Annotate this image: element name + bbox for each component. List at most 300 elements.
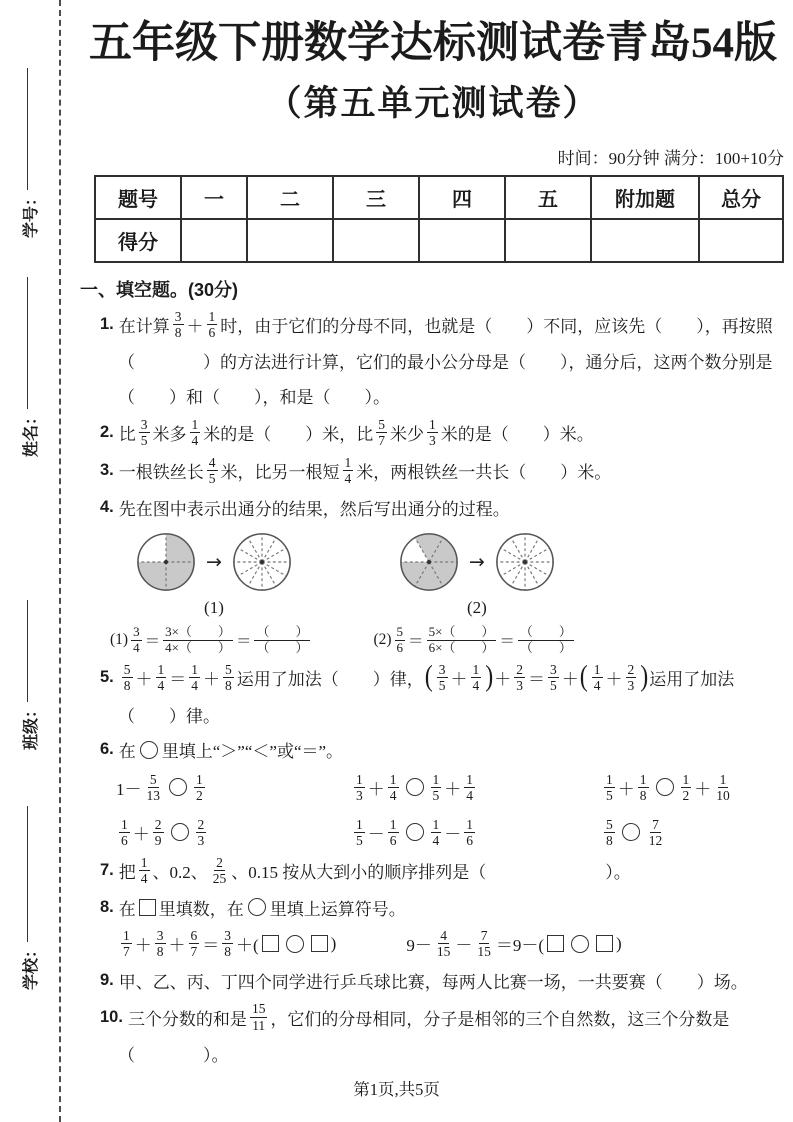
fraction [437, 662, 448, 693]
question-text: － [444, 824, 462, 844]
fraction [638, 772, 649, 803]
comparison-expression [116, 772, 351, 803]
fraction-denominator: 7 [190, 944, 198, 960]
question-text: (1) [110, 631, 129, 649]
fraction-denominator: 8 [174, 324, 182, 340]
fraction [223, 662, 234, 693]
fill-number-box-blank [139, 899, 156, 916]
fraction-denominator: 12 [648, 832, 663, 848]
score-empty-cell [699, 219, 783, 262]
question-text: 米少 [390, 424, 425, 444]
class-field [16, 600, 42, 750]
comparison-circle-blank [169, 778, 187, 796]
score-table-score-row [95, 219, 783, 262]
fraction-numerator: 1 [389, 771, 397, 787]
fraction-denominator: 5 [140, 432, 148, 448]
fraction-denominator: 8 [639, 787, 647, 803]
fraction [435, 928, 453, 959]
question-text: ＋ [450, 670, 468, 690]
fraction-denominator: 8 [225, 678, 232, 694]
fraction-denominator: 6 [466, 832, 473, 848]
fraction [122, 662, 133, 693]
fraction [250, 1001, 268, 1032]
comparison-circle-blank [286, 935, 304, 953]
score-table-header-cell: 四 [419, 176, 505, 219]
fraction [354, 772, 365, 803]
fraction-denominator: 11 [252, 1017, 266, 1033]
question-text: 米，两根铁丝一共长（ ）米。 [356, 463, 612, 483]
fraction-denominator: 5 [550, 678, 557, 694]
comparison-circle-blank [622, 823, 640, 841]
fraction-pie-6-parts [398, 531, 460, 593]
fraction-denominator: 9 [154, 832, 162, 848]
fill-number-box-blank [547, 935, 564, 952]
fraction [354, 817, 365, 848]
paper-title: 五年级下册数学达标测试卷青岛54版 [89, 20, 777, 67]
question-number: 5. [100, 668, 114, 687]
fraction-denominator: 8 [123, 678, 131, 694]
question-text: 一根铁丝长 [118, 463, 204, 483]
sidebar-write-line [27, 68, 28, 190]
sidebar-write-line [27, 600, 28, 702]
fraction-denominator: 4 [593, 678, 601, 694]
fraction [156, 662, 167, 693]
comparison-circle-blank [571, 935, 589, 953]
score-empty-cell [333, 219, 419, 262]
fraction [431, 817, 442, 848]
fraction-numerator: 1 [157, 662, 165, 678]
fraction-denominator: 4 [191, 678, 199, 694]
fraction [514, 662, 525, 693]
question-line [80, 855, 786, 886]
question-number: 1. [100, 314, 114, 333]
fraction-numerator: 6 [190, 928, 198, 944]
pie-pair-label: (1) [204, 598, 224, 618]
fraction-denominator: 8 [156, 944, 164, 960]
score-label-cell: 得分 [95, 219, 181, 262]
score-empty-cell [419, 219, 505, 262]
sidebar-dashed-divider [59, 0, 61, 1122]
question-text: 在计算 [118, 316, 170, 336]
fraction [714, 772, 732, 803]
question-text: ＋ [203, 670, 221, 690]
fraction-numerator: 3 [174, 308, 182, 324]
fraction-denominator: 6×（ ） [428, 639, 495, 655]
question-text: （ ）律。 [118, 707, 220, 727]
fraction-diagrams-row [135, 531, 786, 618]
question-text: ＋ [494, 670, 512, 690]
question-text: ＝ [202, 936, 220, 956]
fraction-numerator: 1 [432, 816, 440, 832]
fraction-denominator: 6 [396, 639, 404, 655]
question-line [80, 347, 786, 375]
question-text: 比 [118, 424, 136, 444]
fraction-denominator: 2 [196, 787, 203, 803]
question-text: ＝ [235, 633, 252, 651]
fraction [153, 817, 164, 848]
fraction-numerator: 3 [438, 662, 446, 678]
question-number: 6. [100, 740, 114, 759]
spacer [336, 943, 406, 944]
fraction-numerator: 15 [251, 1001, 266, 1017]
question-number: 2. [100, 422, 114, 441]
fraction-numerator: 3×（ ） [165, 624, 231, 640]
spacer [313, 640, 373, 641]
question-line [80, 1001, 786, 1032]
fraction-denominator: 4 [466, 787, 473, 803]
fraction-numerator: 5×（ ） [428, 624, 495, 640]
fraction-denominator: 8 [606, 832, 613, 848]
question-line [80, 382, 786, 410]
fraction [388, 817, 399, 848]
question-text: 运用了加法 [649, 670, 735, 690]
fraction [222, 928, 233, 959]
question-line [80, 928, 786, 959]
question-line [80, 701, 786, 729]
score-empty-cell [505, 219, 591, 262]
question-text: 先在图中表示出通分的结果，然后写出通分的过程。 [118, 499, 510, 519]
fraction [388, 772, 399, 803]
fraction [155, 928, 166, 959]
fraction-denominator: 4 [140, 871, 148, 887]
arrow-right-icon: → [468, 551, 485, 574]
score-table [94, 175, 784, 263]
big-paren: ( [579, 661, 588, 694]
fraction-numerator: 1 [472, 662, 480, 678]
fraction [518, 625, 574, 655]
fraction [464, 772, 475, 803]
fraction-numerator: 1 [356, 771, 363, 787]
fraction-numerator: 5 [606, 816, 613, 832]
pie-group [398, 531, 556, 618]
fraction-numerator: 1 [344, 455, 352, 471]
question-text: 米的是（ ）米，比 [203, 424, 374, 444]
student-number-field [16, 68, 42, 238]
arrow-right-icon: → [206, 551, 222, 574]
score-table-header-cell: 一 [181, 176, 247, 219]
fraction-denominator: 4 [389, 787, 397, 803]
question-text: ＝ [144, 633, 161, 651]
fraction-numerator: 1 [191, 416, 199, 432]
question-text: 米多 [152, 424, 187, 444]
pie-group [135, 531, 293, 618]
fraction-numerator: 4 [440, 928, 447, 944]
fraction-numerator: 7 [480, 928, 488, 944]
question-text: 里填上“＞”“＜”或“＝”。 [161, 742, 344, 762]
fraction-denominator: 3 [627, 678, 635, 694]
fraction [475, 928, 493, 959]
question-text: ＋ [694, 779, 712, 799]
fraction-numerator: 1 [466, 816, 473, 832]
fill-number-box-blank [262, 935, 279, 952]
fraction-numerator: 3 [224, 928, 231, 944]
fraction-numerator: 1 [123, 928, 130, 944]
comparison-expression [351, 817, 601, 848]
fraction [626, 662, 637, 693]
pie-pair [398, 531, 556, 593]
question-text: 在 [118, 899, 136, 919]
fraction-numerator: 1 [208, 308, 216, 324]
question-number: 8. [100, 897, 114, 916]
fraction-denominator: 3 [516, 678, 524, 694]
fraction-numerator: 3 [133, 624, 140, 640]
fraction-denominator: 6 [389, 832, 397, 848]
question-number: 9. [100, 970, 114, 989]
comparison-expression [601, 772, 786, 803]
fraction-denominator: 13 [146, 787, 160, 803]
question-text: 、0.15 按从大到小的顺序排列是（ ）。 [231, 863, 631, 883]
fraction-denominator: 4 [157, 678, 165, 694]
sidebar-field-label: 姓名： [22, 408, 40, 457]
question-text: ＝ [499, 633, 515, 651]
fraction-numerator: 2 [627, 662, 635, 678]
fraction [471, 662, 482, 693]
question-text: ＝ [528, 670, 546, 690]
question-text: 、0.2、 [152, 863, 208, 883]
question-text: ) [330, 933, 337, 953]
fraction [604, 772, 615, 803]
fraction [427, 417, 438, 448]
paper-subtitle: （第五单元测试卷） [266, 83, 600, 123]
question-text: 把 [118, 863, 136, 883]
school-field [16, 806, 42, 990]
question-text: 1－ [116, 779, 142, 799]
fraction-denominator: 4 [432, 832, 440, 848]
fraction-numerator: 1 [593, 662, 601, 678]
fraction [163, 625, 233, 655]
fraction [189, 662, 200, 693]
fraction-denominator: 5 [606, 787, 613, 803]
score-empty-cell [591, 219, 699, 262]
question-text: 三个分数的和是 [127, 1009, 247, 1029]
fraction-numerator: 1 [466, 771, 473, 787]
question-text: 时，由于它们的分母不同，也就是（ ）不同，应该先（ ），再按照 [220, 316, 773, 336]
question-line [80, 493, 786, 521]
fraction [376, 417, 387, 448]
question-line [80, 662, 786, 693]
fraction-numerator: 1 [121, 816, 128, 832]
question-text: （ ）和（ ），和是（ ）。 [118, 388, 390, 408]
fraction [131, 625, 142, 655]
question-line [80, 1040, 786, 1068]
question-line [80, 625, 786, 655]
question-text: － [367, 824, 385, 844]
question-text: ＋ [367, 779, 385, 799]
fraction-numerator: 1 [429, 416, 436, 432]
score-empty-cell [247, 219, 333, 262]
student-name-field [16, 277, 42, 457]
comparison-circle-blank [248, 898, 266, 916]
question-number: 3. [100, 461, 114, 480]
score-table-header-cell: 题号 [95, 176, 181, 219]
fraction [121, 928, 132, 959]
fraction-numerator: 1 [639, 771, 647, 787]
fraction-numerator: 1 [389, 816, 397, 832]
fraction-denominator: 6 [208, 324, 216, 340]
fraction-pie-4-parts [135, 531, 197, 593]
fraction-numerator: 1 [191, 662, 199, 678]
fraction-pie-12-parts [231, 531, 293, 593]
comparison-expression [601, 817, 786, 848]
question-text: ＝ [169, 670, 187, 690]
score-empty-cell [181, 219, 247, 262]
score-table-header-cell: 总分 [699, 176, 783, 219]
questions-area [80, 309, 786, 1068]
question-number: 7. [100, 861, 114, 880]
fraction-numerator: 3 [550, 662, 557, 678]
fraction-numerator: 1 [606, 771, 613, 787]
question-line [80, 455, 786, 486]
question-line [80, 893, 786, 921]
fraction [196, 817, 207, 848]
fraction [427, 625, 497, 655]
fraction [207, 309, 218, 340]
sidebar-write-line [27, 277, 28, 409]
pie-pair-label: (2) [466, 598, 487, 618]
fill-number-box-blank [596, 935, 613, 952]
question-text: 里填上运算符号。 [269, 899, 406, 919]
fraction-numerator: 5 [123, 662, 131, 678]
question-text: ＋ [561, 670, 579, 690]
question-text: ＋ [617, 779, 635, 799]
question-text: － [455, 936, 473, 956]
fraction-denominator: 5 [208, 471, 216, 487]
question-text: ＋ [605, 670, 623, 690]
question-text: ＋( [236, 936, 259, 956]
question-text: 米的是（ ）米。 [440, 424, 594, 444]
comparison-grid [80, 772, 786, 848]
question-text: ＋ [186, 316, 204, 336]
score-table-header-cell: 附加题 [591, 176, 699, 219]
score-table-header-cell: 二 [247, 176, 333, 219]
question-text: ＝ [408, 633, 424, 651]
question-text: ) [616, 933, 622, 953]
question-text: 运用了加法（ ）律， [236, 670, 424, 690]
question-text: ＋ [132, 824, 150, 844]
comparison-circle-blank [656, 778, 674, 796]
page-footer: 第1页,共5页 [353, 1080, 440, 1099]
fraction-denominator: 25 [212, 871, 227, 887]
big-paren: ( [424, 661, 433, 694]
fraction [431, 772, 442, 803]
fraction-numerator: （ ） [519, 624, 572, 640]
score-table-header-row [95, 176, 783, 219]
fraction [395, 625, 406, 655]
question-text: ＝9－( [495, 936, 545, 956]
fill-number-box-blank [311, 935, 328, 952]
fraction [647, 817, 665, 848]
fraction-numerator: 4 [208, 455, 216, 471]
fraction-denominator: 6 [121, 832, 128, 848]
question-number: 10. [100, 1007, 123, 1026]
fraction-denominator: 5 [432, 787, 440, 803]
comparison-expression [116, 817, 351, 848]
pie-pair [135, 531, 293, 593]
comparison-circle-blank [171, 823, 189, 841]
fraction [190, 417, 201, 448]
fraction-denominator: （ ） [519, 639, 572, 655]
fraction-numerator: 1 [432, 771, 440, 787]
question-text: 里填数，在 [158, 899, 244, 919]
fraction [211, 855, 229, 886]
fraction [604, 817, 615, 848]
fraction [173, 309, 184, 340]
fraction-denominator: （ ） [256, 639, 309, 655]
fraction-denominator: 3 [356, 787, 363, 803]
question-text: ＋ [135, 670, 153, 690]
fraction [145, 772, 163, 803]
question-text: 甲、乙、丙、丁四个同学进行乒乓球比赛，每两人比赛一场，一共要赛（ ）场。 [118, 972, 748, 992]
section-title: 一、填空题。(30分) [80, 279, 239, 300]
fraction-numerator: 2 [516, 662, 524, 678]
question-text: 在 [118, 742, 136, 762]
fraction [194, 772, 205, 803]
fraction-numerator: 1 [719, 771, 727, 787]
fraction [139, 855, 150, 886]
fraction-numerator: （ ） [256, 624, 309, 640]
comparison-circle-blank [140, 741, 158, 759]
fraction [343, 455, 354, 486]
fraction-numerator: 2 [197, 816, 205, 832]
fraction-numerator: 5 [149, 771, 157, 787]
sidebar-write-line [27, 806, 28, 942]
question-line [80, 966, 786, 994]
sidebar-field-label: 学校： [22, 941, 40, 990]
sidebar-field-label: 班级： [22, 701, 40, 750]
fraction-numerator: 1 [196, 771, 203, 787]
question-line [80, 309, 786, 340]
fraction [189, 928, 200, 959]
fraction [119, 817, 130, 848]
fraction-numerator: 3 [156, 928, 164, 944]
question-text: ＋ [168, 936, 186, 956]
fraction-denominator: 15 [436, 944, 451, 960]
fraction [681, 772, 692, 803]
fraction-numerator: 2 [154, 816, 162, 832]
question-text: 9－ [406, 936, 432, 956]
question-text: 米，比另一根短 [220, 463, 340, 483]
fraction-denominator: 15 [477, 944, 491, 960]
question-text: (2) [373, 631, 392, 649]
question-number: 4. [100, 497, 114, 516]
question-text: ＋ [444, 779, 462, 799]
fraction-denominator: 8 [224, 944, 231, 960]
fraction-denominator: 5 [438, 678, 446, 694]
question-text: ＋ [134, 936, 152, 956]
fraction-numerator: 1 [140, 855, 148, 870]
fraction [139, 417, 150, 448]
content-area [80, 18, 786, 1068]
fraction [207, 455, 218, 486]
question-line [80, 417, 786, 448]
score-table-header-cell: 三 [333, 176, 419, 219]
question-text: （ ）的方法进行计算，它们的最小公分母是（ ），通分后，这两个数分别是 [118, 353, 773, 373]
fraction-denominator: 7 [123, 944, 130, 960]
fraction-denominator: 10 [716, 787, 730, 803]
big-paren: ) [485, 661, 494, 694]
fraction-numerator: 5 [225, 662, 232, 678]
fraction-denominator: 5 [356, 832, 363, 848]
question-text: （ ）。 [118, 1046, 229, 1066]
fraction-numerator: 2 [216, 855, 223, 870]
comparison-circle-blank [406, 778, 424, 796]
fraction-denominator: 3 [197, 832, 205, 848]
fraction-numerator: 1 [356, 816, 363, 832]
fraction-denominator: 4 [133, 639, 140, 655]
fraction [254, 625, 310, 655]
sidebar-field-label: 学号： [22, 189, 40, 238]
fraction-numerator: 5 [378, 416, 386, 432]
